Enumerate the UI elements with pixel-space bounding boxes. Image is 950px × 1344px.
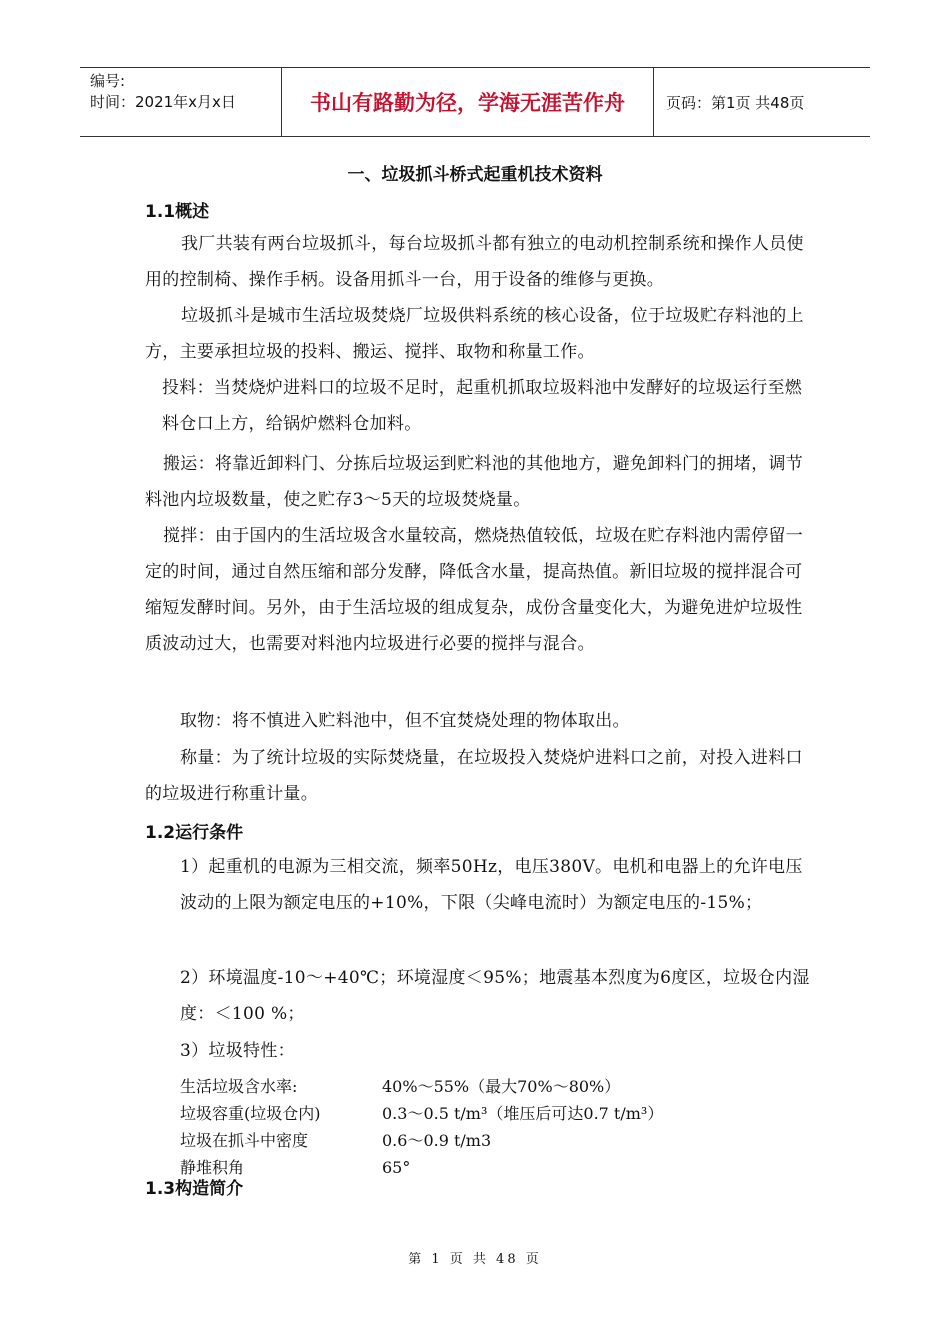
property-row [180,1127,663,1154]
date-label: 时间：2021年x月x日 [90,93,236,111]
motto: 书山有路勤为径，学海无涯苦作舟 [282,68,654,136]
waste-properties-list [180,1073,663,1181]
header-meta-cell [80,68,282,136]
page-info: 页码：第1页 共48页 [666,93,805,112]
paragraph-environment: 2）环境温度-10～+40℃；环境湿度＜95%；地震基本烈度为6度区，垃圾仓内湿度：＜100 %； [180,968,810,1024]
paragraph-waste-characteristics: 3）垃圾特性： [180,1041,295,1061]
document-title: 一、垃圾抓斗桥式起重机技术资料 [347,165,603,185]
paragraph-transport: 搬运：将靠近卸料门、分拣后垃圾运到贮料池的其他地方，避免卸料门的拥堵，调节料池内垃圾数量，使之贮存3～5天的垃圾焚烧量。 [145,454,804,510]
property-row [180,1100,663,1127]
property-row [180,1154,663,1181]
property-value: 40%～55%（最大70%～80%） [382,1077,621,1096]
section-heading-structure: 1.3构造简介 [145,1179,244,1199]
header-table [80,67,870,137]
paragraph-power: 1）起重机的电源为三相交流，频率50Hz，电压380V。电机和电器上的允许电压波动的上限为额定电压的+10%，下限（尖峰电流时）为额定电压的-15%； [180,857,803,913]
property-value: 0.3～0.5 t/m³（堆压后可达0.7 t/m³） [382,1104,664,1123]
property-value: 65° [382,1158,411,1177]
section-heading-operating-conditions: 1.2运行条件 [145,823,244,843]
paragraph-overview-2: 垃圾抓斗是城市生活垃圾焚烧厂垃圾供料系统的核心设备，位于垃圾贮存料池的上方，主要承担垃圾的投料、搬运、搅拌、取物和称量工作。 [145,306,804,362]
property-value: 0.6～0.9 t/m3 [382,1131,492,1150]
paragraph-retrieval: 取物：将不慎进入贮料池中，但不宜焚烧处理的物体取出。 [180,711,630,731]
property-key: 静堆积角 [180,1158,245,1177]
paragraph-overview-1: 我厂共装有两台垃圾抓斗，每台垃圾抓斗都有独立的电动机控制系统和操作人员使用的控制椅、操作手柄。设备用抓斗一台，用于设备的维修与更换。 [145,234,804,290]
property-row [180,1073,663,1100]
paragraph-mixing: 搅拌：由于国内的生活垃圾含水量较高，燃烧热值较低，垃圾在贮存料池内需停留一定的时间，通过自然压缩和部分发酵，降低含水量，提高热值。新旧垃圾的搅拌混合可缩短发酵时间。另外，由于生活垃圾的组成复杂，成份含量变化大，为避免进炉垃圾性质波动过大，也需要对料池内垃圾进行必要的搅拌与混合。 [145,526,804,654]
property-key: 生活垃圾含水率: [180,1077,298,1096]
number-label: 编号: [90,72,126,90]
property-key: 垃圾在抓斗中密度 [180,1131,309,1150]
section-heading-overview: 1.1概述 [145,202,210,222]
paragraph-weighing: 称量：为了统计垃圾的实际焚烧量，在垃圾投入焚烧炉进料口之前，对投入进料口的垃圾进行称重计量。 [145,748,803,804]
property-key: 垃圾容重(垃圾仓内) [180,1104,321,1123]
page-footer: 第 1 页 共 48 页 [408,1252,542,1267]
paragraph-feeding: 投料：当焚烧炉进料口的垃圾不足时，起重机抓取垃圾料池中发酵好的垃圾运行至燃料仓口上方，给锅炉燃料仓加料。 [162,378,803,434]
